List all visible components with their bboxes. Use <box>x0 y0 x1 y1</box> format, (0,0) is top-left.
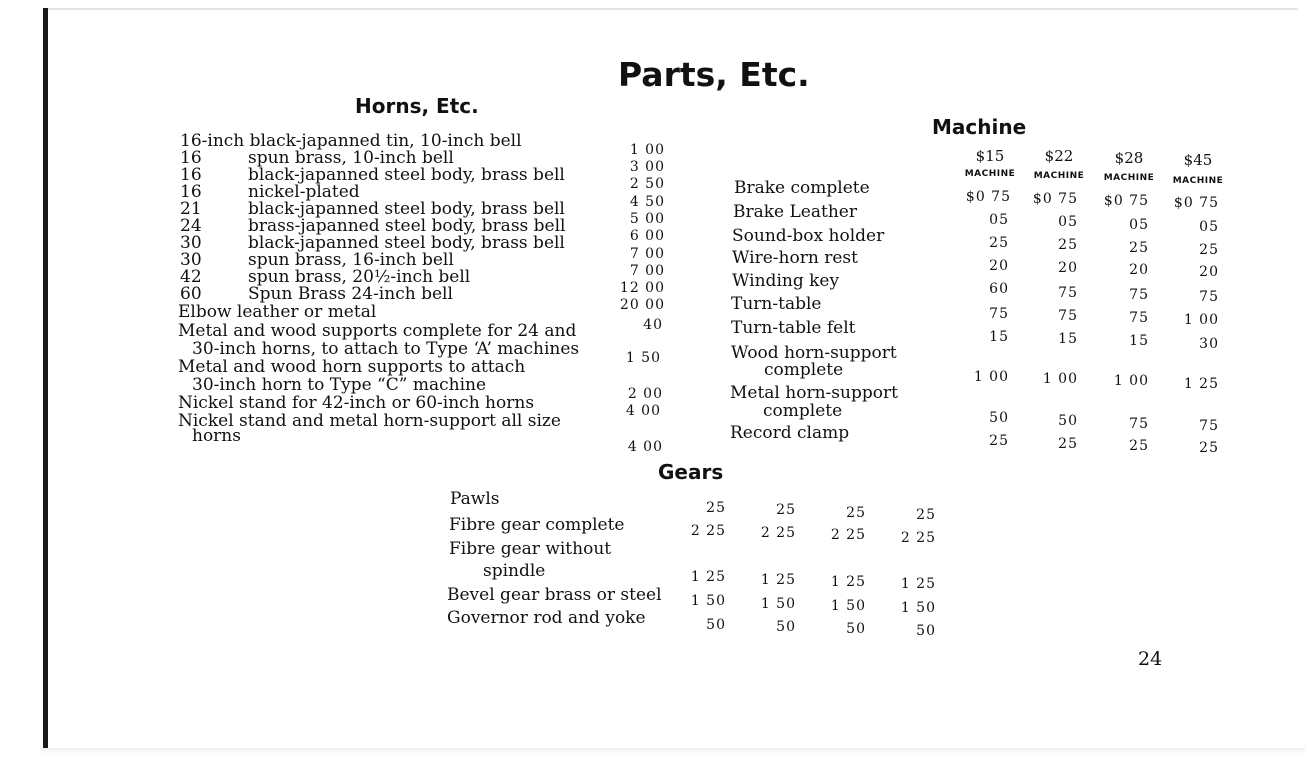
horn-price: 5 00 <box>629 211 665 227</box>
machine-heading: Machine <box>932 115 1027 139</box>
horn-extra-price: 2 00 <box>627 386 663 402</box>
gear-price: 1 25 <box>760 572 796 588</box>
gear-price: 1 25 <box>830 574 866 590</box>
horn-size: 60 <box>180 284 202 304</box>
page-spine-edge <box>43 8 48 748</box>
gear-price: 1 50 <box>760 596 796 612</box>
machine-price: 20 <box>1199 264 1219 280</box>
machine-price: 75 <box>989 306 1009 322</box>
horn-price: 1 00 <box>629 142 665 158</box>
horn-size: 16 <box>180 165 202 185</box>
page-number: 24 <box>1138 648 1163 670</box>
machine-price: 75 <box>1199 289 1219 305</box>
machine-price: 20 <box>1058 260 1078 276</box>
gear-price: 25 <box>916 507 936 523</box>
machine-price: 05 <box>989 212 1009 228</box>
machine-column-price: $22 <box>1044 147 1074 165</box>
machine-price: 25 <box>1129 240 1149 256</box>
machine-price: 1 00 <box>1183 312 1219 328</box>
horn-price: 7 00 <box>629 246 665 262</box>
machine-price: 25 <box>1199 242 1219 258</box>
machine-price: 1 00 <box>1113 373 1149 389</box>
machine-price: $0 75 <box>1032 191 1078 207</box>
horn-extra-row: Nickel stand for 42-inch or 60-inch horns <box>178 393 535 413</box>
gear-price: 50 <box>846 621 866 637</box>
machine-price: $0 75 <box>1103 193 1149 209</box>
horn-extra-price: 4 00 <box>627 439 663 455</box>
horn-size: 16-inch <box>180 131 245 151</box>
gear-price: 50 <box>776 619 796 635</box>
horn-size: 16 <box>180 148 202 168</box>
horn-size: 42 <box>180 267 202 287</box>
machine-price: $0 75 <box>1173 195 1219 211</box>
machine-part-label: Brake Leather <box>733 202 857 222</box>
page-top-edge <box>48 8 1298 10</box>
gear-price: 1 50 <box>900 600 936 616</box>
gear-price: 25 <box>706 500 726 516</box>
machine-price: 50 <box>1058 413 1078 429</box>
machine-price: 60 <box>989 281 1009 297</box>
machine-part-label: Metal horn-support <box>730 383 898 403</box>
machine-price: 05 <box>1199 219 1219 235</box>
machine-price: 75 <box>1058 308 1078 324</box>
machine-column-price: $15 <box>975 147 1005 165</box>
machine-part-label: Wood horn-support <box>731 343 897 363</box>
machine-part-label: Record clamp <box>730 423 850 443</box>
gear-part-label: Fibre gear complete <box>449 515 625 535</box>
gear-part-label-cont: spindle <box>483 561 546 581</box>
gear-part-label: Pawls <box>450 489 500 509</box>
horn-desc: black-japanned tin, 10-inch bell <box>249 131 522 151</box>
horns-heading: Horns, Etc. <box>355 94 479 118</box>
horn-desc: black-japanned steel body, brass bell <box>248 165 565 185</box>
machine-column-price: $28 <box>1114 149 1144 167</box>
horn-price: 4 50 <box>629 194 665 210</box>
horn-extra-price: 40 <box>643 317 663 333</box>
machine-price: 1 00 <box>1042 371 1078 387</box>
gear-price: 1 25 <box>690 569 726 585</box>
machine-column-price: $45 <box>1183 151 1213 169</box>
machine-column-label: MACHINE <box>1033 171 1085 181</box>
horn-extra-row-cont: 30-inch horn to Type “C” machine <box>192 375 487 395</box>
horn-desc: nickel-plated <box>248 182 360 202</box>
horn-extra-row-cont: 30-inch horns, to attach to Type ‘A’ machines <box>192 339 580 359</box>
gear-price: 2 25 <box>760 525 796 541</box>
horn-extra-row-cont: horns <box>192 426 241 446</box>
gear-price: 1 50 <box>690 593 726 609</box>
machine-column-label: MACHINE <box>1103 173 1155 183</box>
horn-price: 12 00 <box>619 280 665 296</box>
horn-size: 30 <box>180 233 202 253</box>
machine-price: 1 00 <box>973 369 1009 385</box>
gear-part-label: Governor rod and yoke <box>447 608 646 628</box>
machine-price: 1 25 <box>1183 376 1219 392</box>
gear-price: 50 <box>916 623 936 639</box>
machine-part-label: Wire-horn rest <box>732 248 858 268</box>
machine-price: 20 <box>1129 262 1149 278</box>
horn-size: 30 <box>180 250 202 270</box>
gear-price: 2 25 <box>690 523 726 539</box>
horn-price: 7 00 <box>629 263 665 279</box>
page-bottom-edge <box>40 748 1305 754</box>
horn-extra-row: Nickel stand and metal horn-support all size <box>178 411 561 431</box>
machine-price: 05 <box>1129 217 1149 233</box>
machine-price: 75 <box>1199 418 1219 434</box>
gear-price: 2 25 <box>830 527 866 543</box>
page-title: Parts, Etc. <box>618 55 810 94</box>
machine-price: 20 <box>989 258 1009 274</box>
machine-price: 25 <box>1129 438 1149 454</box>
horn-price: 2 50 <box>629 176 665 192</box>
gear-price: 25 <box>846 505 866 521</box>
machine-part-label: Sound-box holder <box>732 226 885 246</box>
machine-price: 25 <box>1058 237 1078 253</box>
horn-extra-price: 4 00 <box>625 403 661 419</box>
horn-desc: brass-japanned steel body, brass bell <box>248 216 566 236</box>
machine-price: 75 <box>1058 285 1078 301</box>
gear-part-label: Fibre gear without <box>449 539 612 559</box>
horn-desc: spun brass, 16-inch bell <box>248 250 454 270</box>
horn-size: 21 <box>180 199 202 219</box>
gear-part-label: Bevel gear brass or steel <box>447 585 662 605</box>
horn-extra-price: 1 50 <box>625 350 661 366</box>
machine-column-label: MACHINE <box>1172 176 1224 186</box>
machine-column-label: MACHINE <box>964 169 1016 179</box>
gear-price: 1 50 <box>830 598 866 614</box>
machine-part-label-cont: complete <box>763 401 843 421</box>
horn-size: 24 <box>180 216 202 236</box>
horn-price: 20 00 <box>619 297 665 313</box>
machine-price: 15 <box>989 329 1009 345</box>
horn-desc: black-japanned steel body, brass bell <box>248 233 565 253</box>
machine-price: 75 <box>1129 287 1149 303</box>
horn-extra-row: Metal and wood horn supports to attach <box>178 357 526 377</box>
machine-price: 30 <box>1199 336 1219 352</box>
machine-part-label: Turn-table felt <box>731 318 856 338</box>
machine-price: 15 <box>1058 331 1078 347</box>
horn-price: 6 00 <box>629 228 665 244</box>
machine-price: 25 <box>989 433 1009 449</box>
horn-desc: spun brass, 10-inch bell <box>248 148 454 168</box>
horn-desc: black-japanned steel body, brass bell <box>248 199 565 219</box>
machine-price: 25 <box>1199 440 1219 456</box>
horn-extra-row: Metal and wood supports complete for 24 and <box>178 321 577 341</box>
machine-price: 25 <box>989 235 1009 251</box>
gear-price: 25 <box>776 502 796 518</box>
machine-price: 25 <box>1058 436 1078 452</box>
machine-part-label: Brake complete <box>734 178 870 198</box>
machine-price: 75 <box>1129 416 1149 432</box>
gear-price: 2 25 <box>900 530 936 546</box>
horn-extra-row: Elbow leather or metal <box>178 302 377 322</box>
gear-price: 50 <box>706 617 726 633</box>
gear-price: 1 25 <box>900 576 936 592</box>
machine-part-label: Winding key <box>732 271 840 291</box>
horn-desc: spun brass, 20½-inch bell <box>248 267 471 287</box>
gears-heading: Gears <box>658 460 724 484</box>
machine-price: 15 <box>1129 333 1149 349</box>
machine-part-label-cont: complete <box>764 360 844 380</box>
machine-price: 75 <box>1129 310 1149 326</box>
machine-price: 50 <box>989 410 1009 426</box>
machine-part-label: Turn-table <box>731 294 822 314</box>
horn-row <box>180 284 453 304</box>
horn-size: 16 <box>180 182 202 202</box>
machine-price: $0 75 <box>965 189 1011 205</box>
machine-price: 05 <box>1058 214 1078 230</box>
horn-price: 3 00 <box>629 159 665 175</box>
horn-desc: Spun Brass 24-inch bell <box>248 284 453 304</box>
